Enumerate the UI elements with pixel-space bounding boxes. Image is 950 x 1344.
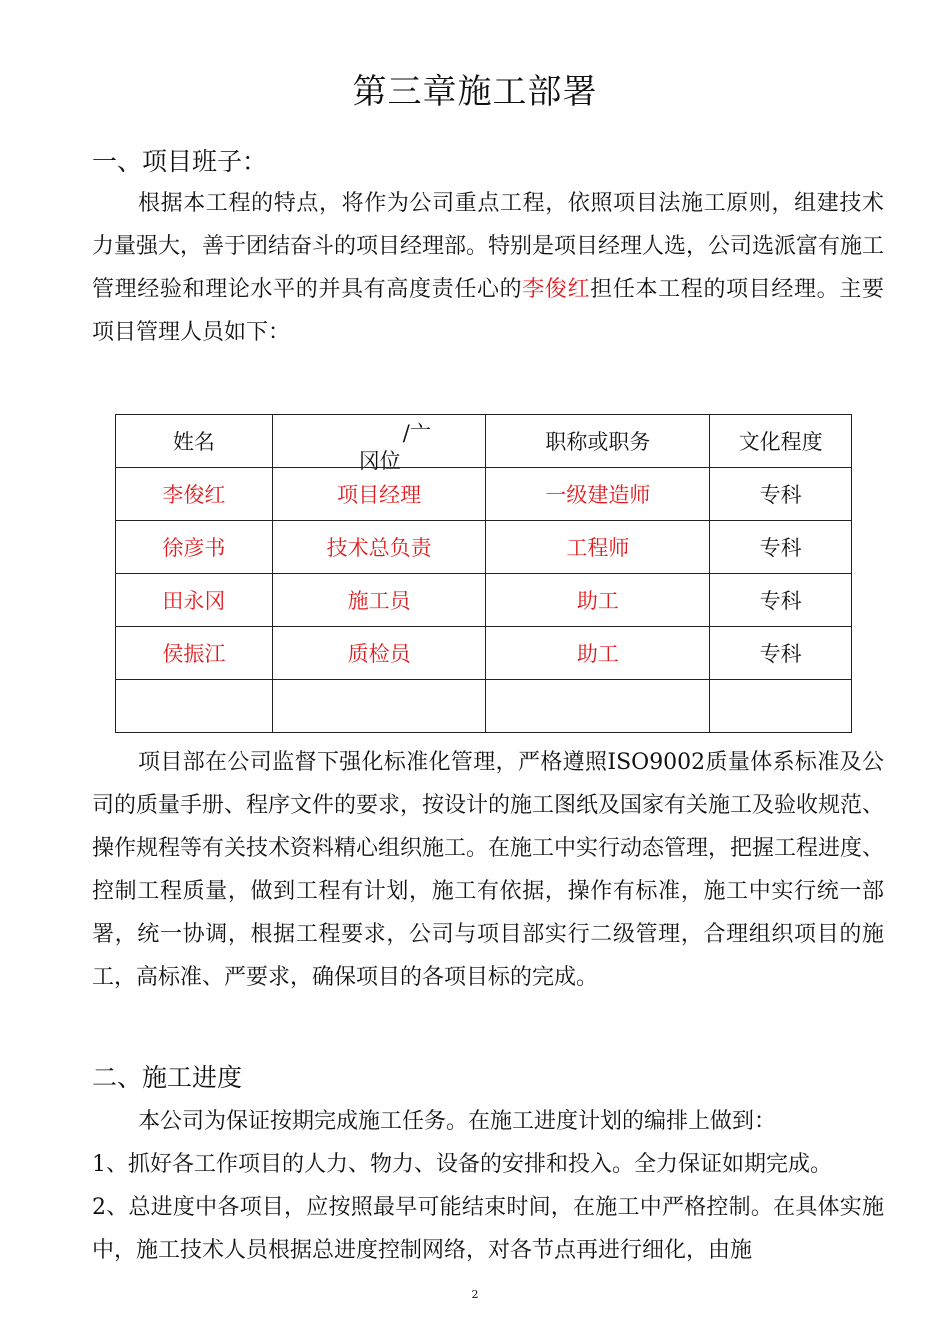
- highlighted-name: 李俊红: [522, 277, 591, 302]
- table-row: [116, 468, 852, 521]
- table-cell: [272, 680, 486, 733]
- table-cell: 专科: [710, 468, 852, 521]
- paragraph-project-team: [92, 182, 884, 354]
- table-cell: 专科: [710, 521, 852, 574]
- paragraph-text: 根据本工程的特点，将作为公司重点工程，依照项目法施工原则，组建技术力量强大，善于团结奋斗的项目经理部。特别是项目经理人选，公司选派富有施工管理经验和理论水平的并具有高度责任心的: [92, 191, 885, 302]
- table-cell: 质检员: [272, 627, 486, 680]
- table-row: [116, 627, 852, 680]
- page-title: 第三章施工部署: [352, 72, 598, 112]
- page-number: 2: [471, 1288, 479, 1301]
- table-cell: [710, 680, 852, 733]
- header-position-label: 冈位: [358, 449, 401, 473]
- table-cell: 技术总负责: [272, 521, 486, 574]
- table-cell: 徐彦书: [116, 521, 273, 574]
- list-item: 1、抓好各工作项目的人力、物力、设备的安排和投入。全力保证如期完成。: [92, 1152, 832, 1177]
- table-cell: 专科: [710, 574, 852, 627]
- table-cell: 施工员: [272, 574, 486, 627]
- table-cell: 项目经理: [272, 468, 486, 521]
- table-cell: [486, 680, 710, 733]
- paragraph-schedule-intro: 本公司为保证按期完成施工任务。在施工进度计划的编排上做到：: [138, 1109, 777, 1134]
- table-row: [116, 680, 852, 733]
- staff-table: [115, 414, 852, 733]
- paragraph-text: 担任本工程的项目经理。主要项目管理人员如下：: [92, 277, 884, 345]
- table-cell: [116, 680, 273, 733]
- table-header-row: [116, 415, 852, 468]
- table-cell: 工程师: [486, 521, 710, 574]
- table-cell: 助工: [486, 574, 710, 627]
- header-position-fragment: /亠: [402, 421, 431, 445]
- table-cell: 侯振江: [116, 627, 273, 680]
- table-cell: 李俊红: [116, 468, 273, 521]
- table-cell: 助工: [486, 627, 710, 680]
- table-cell: 田永冈: [116, 574, 273, 627]
- header-title: 职称或职务: [486, 415, 710, 468]
- table-cell: 专科: [710, 627, 852, 680]
- section-heading-project-team: 一、项目班子：: [92, 147, 268, 176]
- header-name: 姓名: [116, 415, 273, 468]
- table-cell: 一级建造师: [486, 468, 710, 521]
- paragraph-management: 项目部在公司监督下强化标准化管理，严格遵照ISO9002质量体系标准及公司的质量手册、程序文件的要求，按设计的施工图纸及国家有关施工及验收规范、操作规程等有关技术资料精心组织施工。在施工中实行动态管理，把握工程进度、控制工程质量，做到工程有计划，施工有依据，操作有标准，施工中实行统一部署，统一协调，根据工程要求，公司与项目部实行二级管理，合理组织项目的施工，高标准、严要求，确保项目的各项目标的完成。: [92, 750, 885, 990]
- header-position: [272, 415, 486, 473]
- section-heading-schedule: 二、施工进度: [92, 1063, 243, 1092]
- header-education: 文化程度: [710, 415, 852, 468]
- table-row: [116, 574, 852, 627]
- list-item: 2、总进度中各项目，应按照最早可能结束时间，在施工中严格控制。在具体实施中，施工技术人员根据总进度控制网络，对各节点再进行细化，由施: [92, 1195, 884, 1263]
- table-row: [116, 521, 852, 574]
